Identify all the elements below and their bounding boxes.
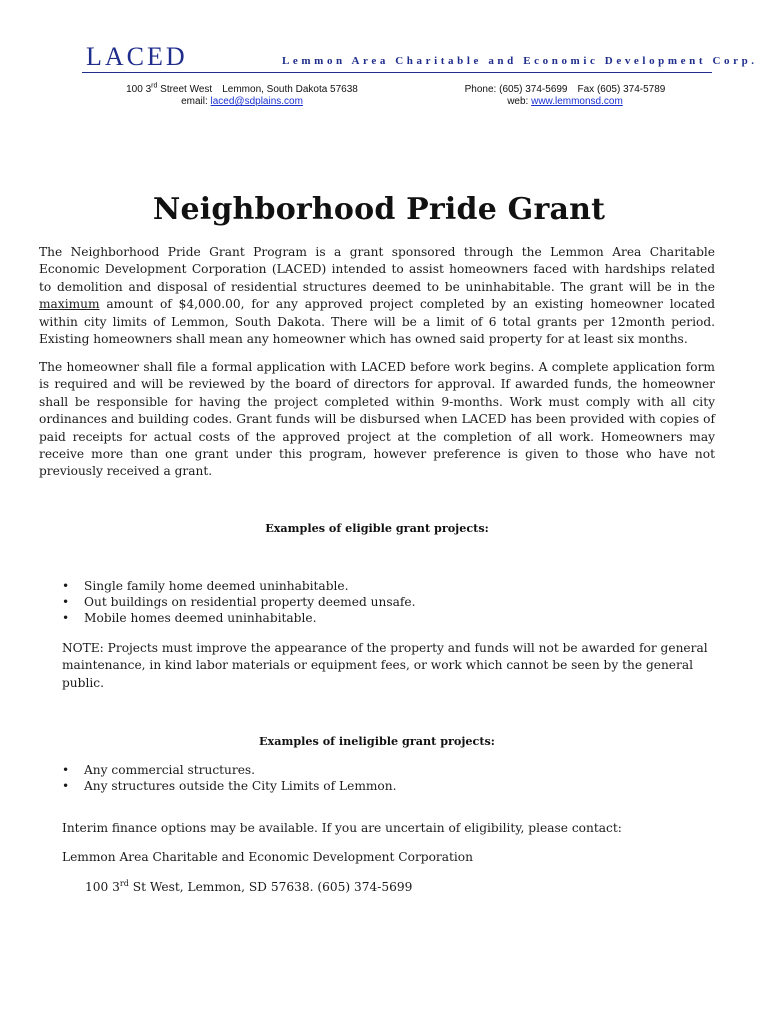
- email-label: email:: [181, 96, 211, 107]
- phone-number: Phone: (605) 374-5699: [464, 84, 568, 95]
- street-ordinal: rd: [151, 82, 158, 90]
- fax-number: Fax (605) 374-5789: [577, 84, 666, 95]
- web-label: web:: [507, 96, 532, 107]
- list-item: [62, 594, 415, 610]
- letterhead-phone-block: [440, 84, 690, 108]
- website-link[interactable]: www.lemmonsd.com: [531, 96, 623, 107]
- eligible-item-text: Single family home deemed uninhabitable.: [84, 579, 349, 593]
- org-full-name: Lemmon Area Charitable and Economic Development Corp.: [282, 55, 758, 67]
- note-paragraph: NOTE: Projects must improve the appearance of the property and funds will not be awarded for general maintenance, in kind labor materials or equipment fees, or work which cannot be seen by the general public.: [62, 641, 708, 690]
- contact-address-rest: St West, Lemmon, SD 57638. (605) 374-5699: [128, 880, 413, 895]
- ineligible-heading: Examples of ineligible grant projects:: [259, 734, 495, 748]
- eligible-item-text: Out buildings on residential property deemed unsafe.: [84, 595, 416, 610]
- web-line: [440, 96, 690, 108]
- contact-street-number: 100 3: [85, 880, 120, 895]
- ineligible-list: [62, 762, 397, 794]
- intro-text-part2: amount of $4,000.00, for any approved project completed by an existing homeowner located within city limits of Lemmon, South Dakota. There will be a limit of 6 total grants per 12month period. Existing homeowners shall mean any homeowner which has owned said property for at least six months.: [39, 297, 715, 347]
- header-divider: [82, 72, 712, 73]
- list-item: [62, 778, 397, 794]
- ineligible-item-text: Any structures outside the City Limits of Lemmon.: [84, 779, 397, 794]
- address-line: [112, 84, 372, 96]
- letterhead-address-block: [112, 84, 372, 108]
- intro-underlined-word: maximum: [39, 297, 100, 312]
- city-state-zip: Lemmon, South Dakota 57638: [222, 84, 358, 95]
- list-item: [62, 610, 415, 626]
- list-item: [62, 578, 415, 594]
- org-acronym: LACED: [86, 42, 188, 71]
- list-item: [62, 762, 397, 778]
- email-link[interactable]: laced@sdplains.com: [210, 96, 303, 107]
- application-paragraph: The homeowner shall file a formal application with LACED before work begins. A complete application form is required and will be reviewed by the board of directors for approval. If awarded funds, the homeowner shall be responsible for having the project completed within 9-months. Work must comply with all city ordinances and building codes. Grant funds will be disbursed when LACED has been provided with copies of paid receipts for actual costs of the approved project at the completion of all work. Homeowners may receive more than one grant under this program, however preference is given to those who have not previously received a grant.: [39, 360, 715, 479]
- street-number: 100 3: [126, 84, 152, 95]
- bullet-icon: •: [62, 595, 70, 610]
- bullet-icon: •: [62, 579, 70, 593]
- contact-street-ordinal: rd: [119, 879, 129, 888]
- bullet-icon: •: [62, 763, 70, 777]
- bullet-icon: •: [62, 611, 70, 626]
- contact-address-line: [85, 879, 412, 894]
- intro-text-part1: The Neighborhood Pride Grant Program is a grant sponsored through the Lemmon Area Charitable Economic Development Corporation (LACED) intended to assist homeowners faced with hardships related to demolition and disposal of residential structures deemed to be uninhabitable. The grant will be in the: [39, 245, 715, 294]
- bullet-icon: •: [62, 779, 70, 794]
- contact-org-line: Lemmon Area Charitable and Economic Development Corporation: [62, 850, 473, 864]
- eligible-item-text: Mobile homes deemed uninhabitable.: [84, 611, 317, 626]
- document-title: Neighborhood Pride Grant: [152, 192, 606, 227]
- intro-paragraph: [39, 244, 715, 348]
- ineligible-item-text: Any commercial structures.: [84, 763, 256, 777]
- interim-finance-line: Interim finance options may be available. If you are uncertain of eligibility, please contact:: [62, 821, 622, 835]
- email-line: [112, 96, 372, 108]
- street-name: Street West: [157, 84, 213, 95]
- eligible-list: [62, 578, 415, 627]
- phone-fax-line: [440, 84, 690, 96]
- eligible-heading: Examples of eligible grant projects:: [265, 521, 489, 535]
